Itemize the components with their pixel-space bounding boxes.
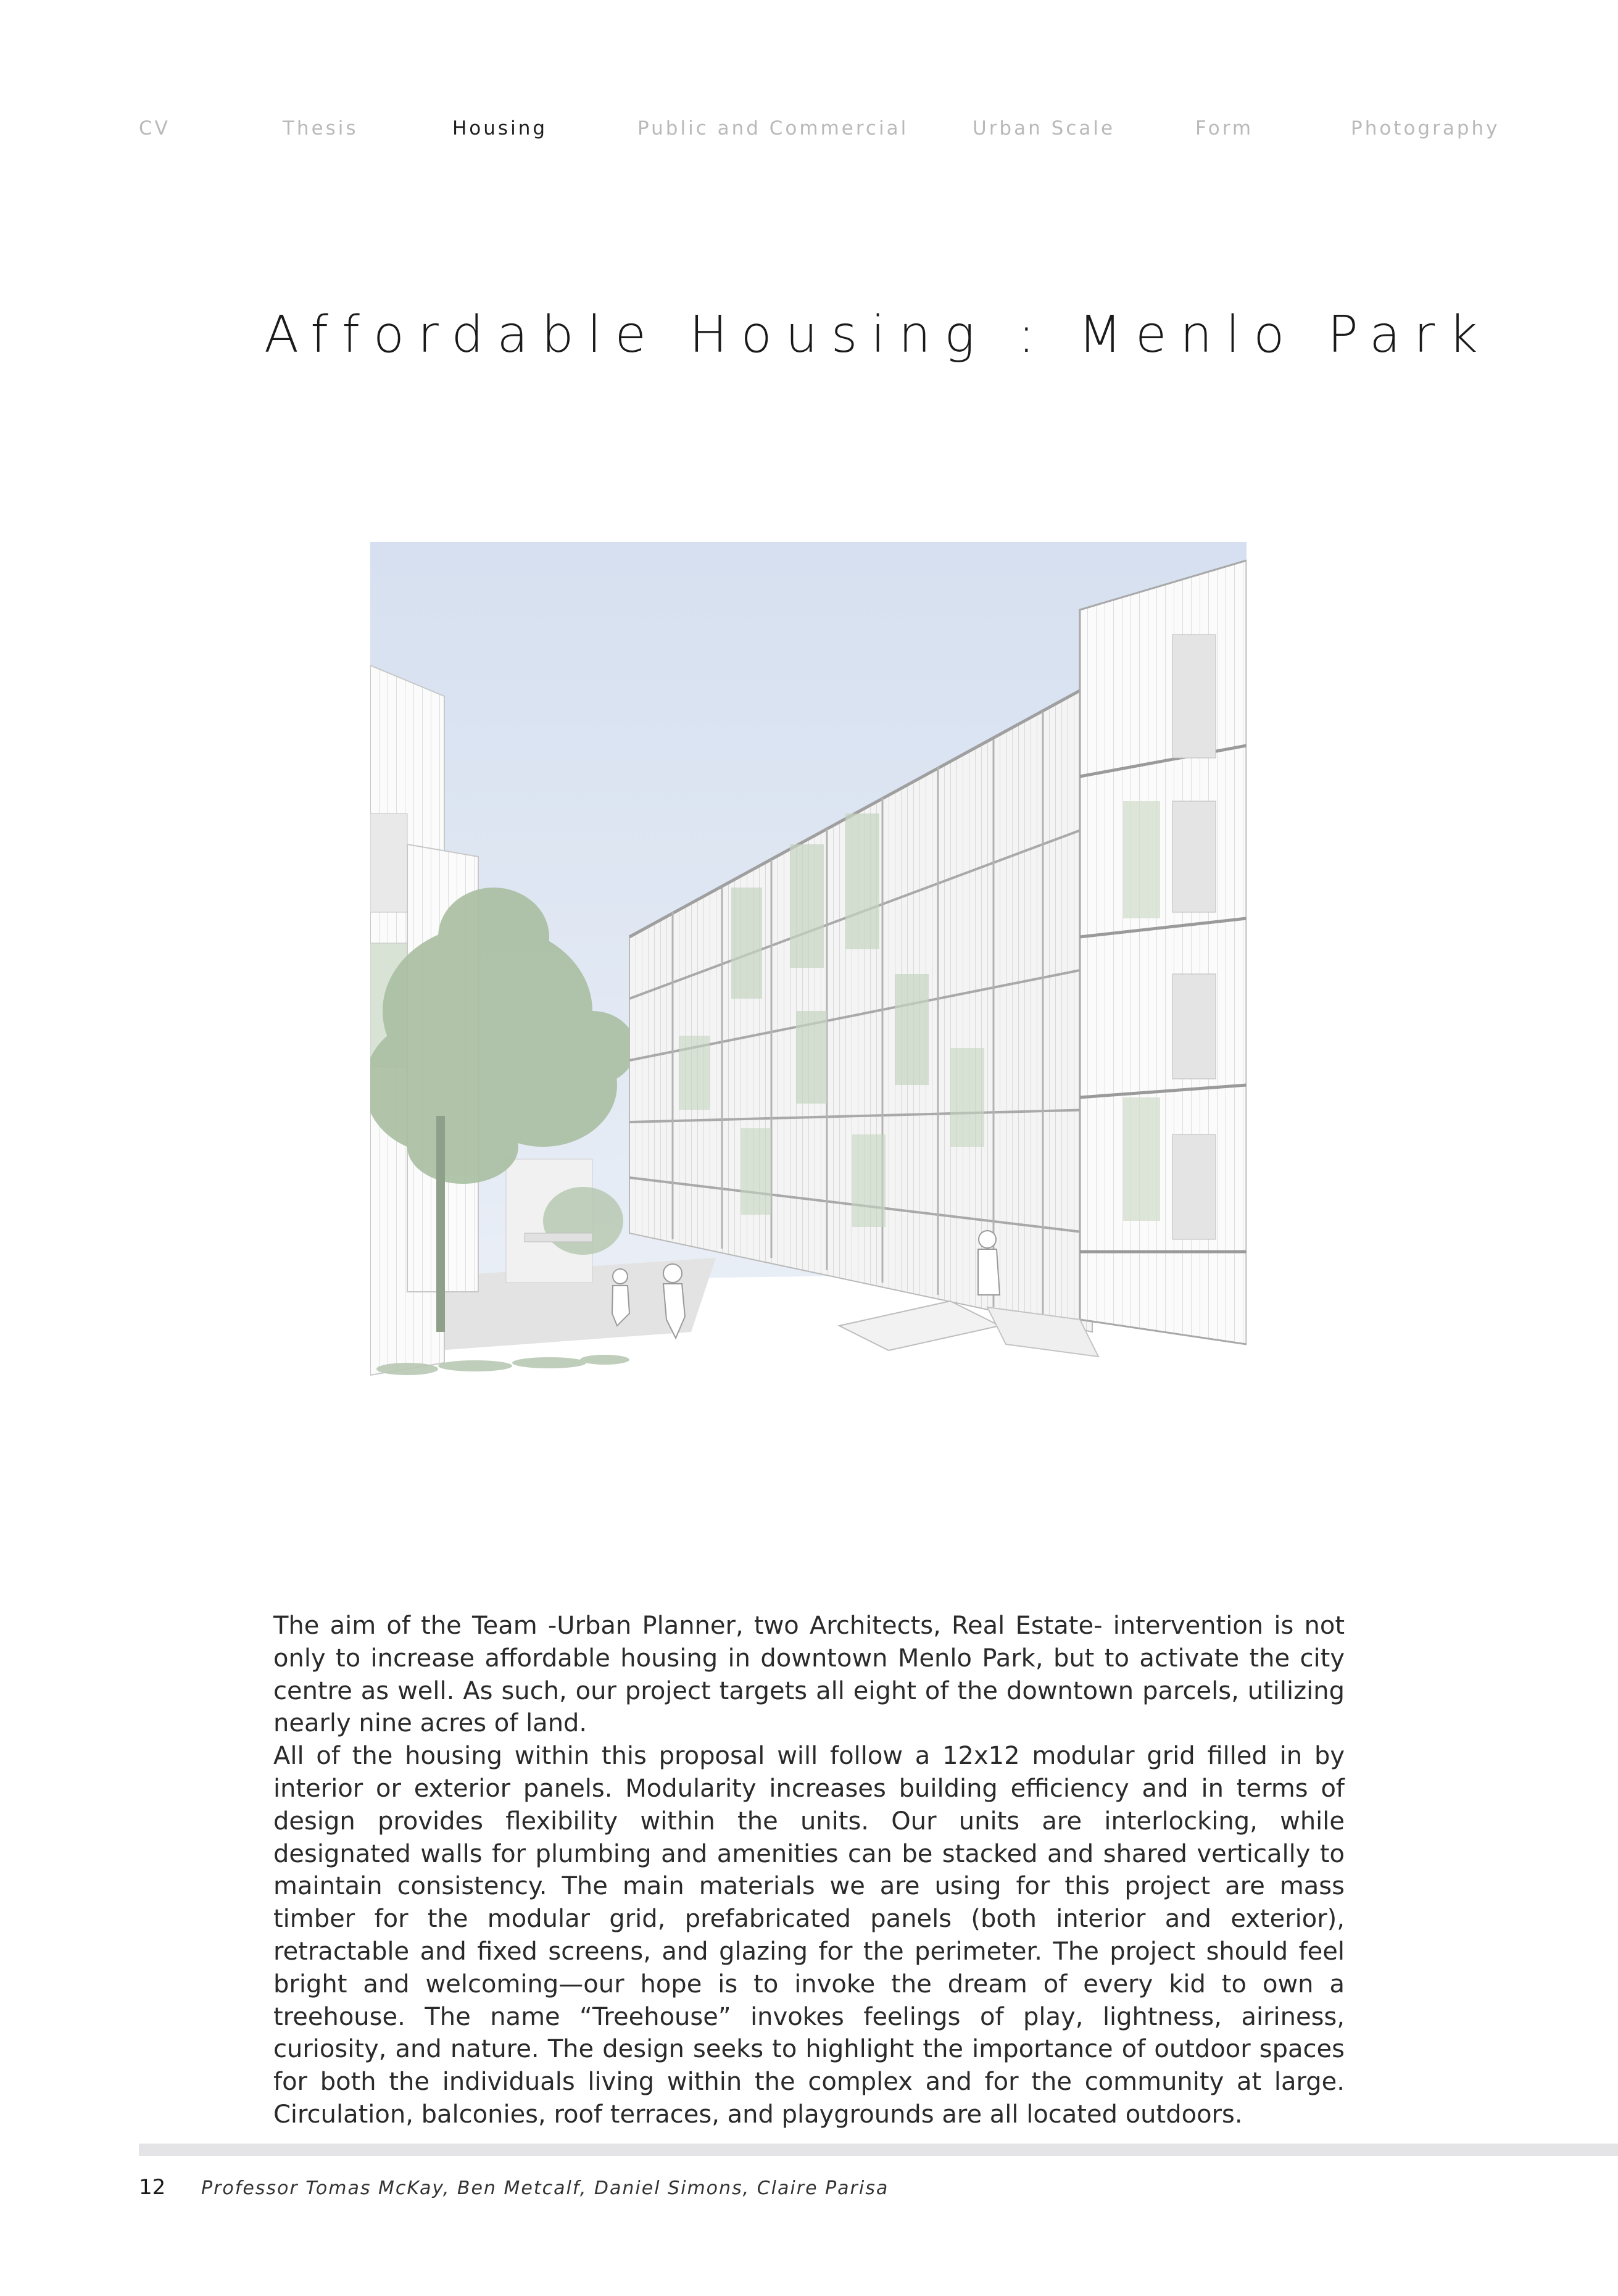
nav-item-photography[interactable]: Photography bbox=[1351, 117, 1500, 139]
page-title: Affordable Housing : Menlo Park bbox=[264, 305, 1491, 364]
nav-item-cv[interactable]: CV bbox=[139, 117, 170, 139]
nav-item-form[interactable]: Form bbox=[1195, 117, 1254, 139]
nav-item-housing[interactable]: Housing bbox=[452, 117, 548, 139]
nav-item-urban-scale[interactable]: Urban Scale bbox=[973, 117, 1116, 139]
nav-item-public-and-commercial[interactable]: Public and Commercial bbox=[637, 117, 909, 139]
top-navigation bbox=[0, 117, 1618, 148]
project-description bbox=[273, 1610, 1345, 2131]
housing-rendering-image bbox=[370, 542, 1247, 1418]
nav-item-thesis[interactable]: Thesis bbox=[283, 117, 359, 139]
description-paragraph: The aim of the Team -Urban Planner, two Architects, Real Estate- intervention is not only to increase affordable housing in downtown Menlo Park, but to activate the city centre as well. As such, our project targets all eight of the downtown parcels, utilizing nearly nine acres of land. bbox=[273, 1612, 1345, 1738]
footer-divider bbox=[139, 2144, 1618, 2156]
page-number: 12 bbox=[139, 2175, 166, 2200]
project-credits: Professor Tomas McKay, Ben Metcalf, Daniel Simons, Claire Parisa bbox=[201, 2177, 889, 2199]
description-paragraph: All of the housing within this proposal will follow a 12x12 modular grid filled in by interior or exterior panels. Modularity increases building efficiency and in terms of design provides flexibility within the units. Our units are interlocking, while designated walls for plumbing and amenities can be stacked and shared vertically to maintain consistency. The main materials we are using for this project are mass timber for the modular grid, prefabricated panels (both interior and exterior), retractable and fixed screens, and glazing for the perimeter. The project should feel bright and welcoming—our hope is to invoke the dream of every kid to own a treehouse. The name “Treehouse” invokes feelings of play, lightness, airiness, curiosity, and nature. The design seeks to highlight the importance of outdoor spaces for both the individuals living within the complex and for the community at large. Circulation, balconies, roof terraces, and playgrounds are all located outdoors. bbox=[273, 1742, 1345, 2129]
rendering-illustration bbox=[370, 542, 1247, 1418]
